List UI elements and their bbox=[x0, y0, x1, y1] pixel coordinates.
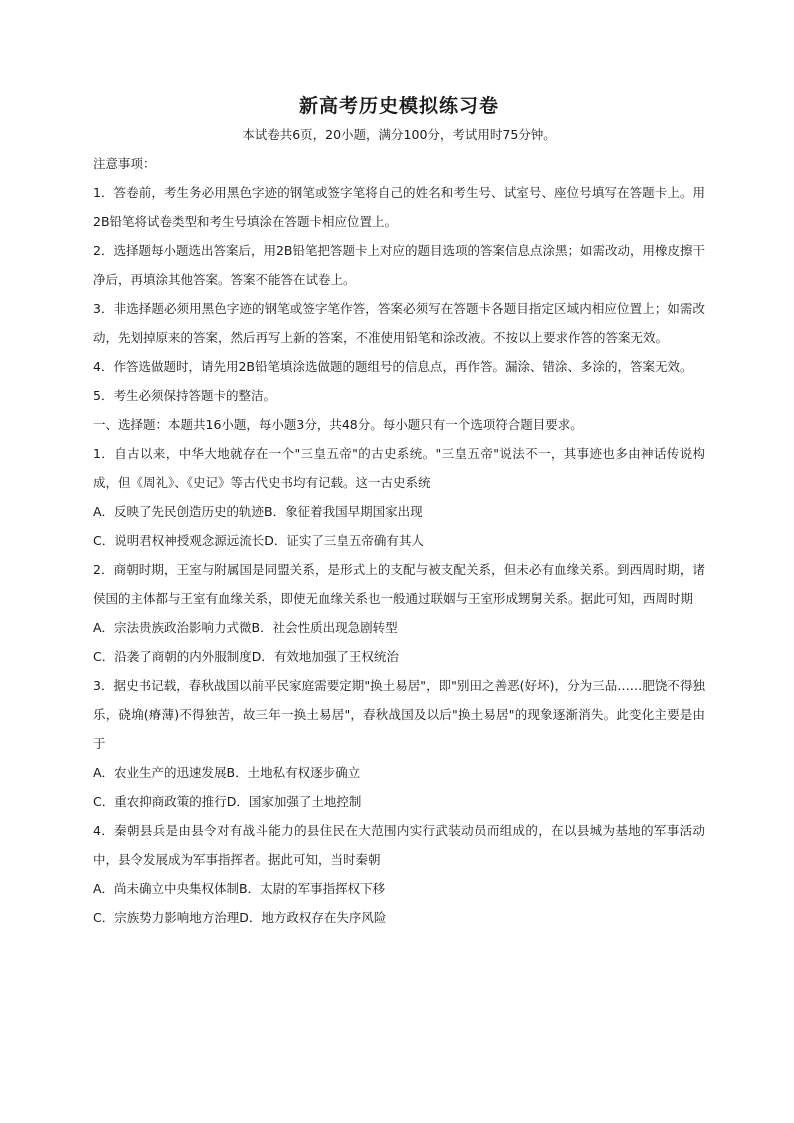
question-stem: 1．自古以来，中华大地就存在一个"三皇五帝"的古史系统。"三皇五帝"说法不一，其事迹也多由神话传说构成，但《周礼》、《史记》等古代史书均有记载。这一古史系统 bbox=[93, 446, 705, 490]
exam-title: 新高考历史模拟练习卷 bbox=[298, 95, 499, 117]
question-stem: 4．秦朝县兵是由县令对有战斗能力的县住民在大范围内实行武装动员而组成的，在以县城为基地的军事活动中，县令发展成为军事指挥者。据此可知，当时秦朝 bbox=[93, 823, 705, 867]
question-3 bbox=[93, 671, 705, 816]
question-stem: 2．商朝时期，王室与附属国是同盟关系，是形式上的支配与被支配关系，但未必有血缘关系。到西周时期，诸侯国的主体都与王室有血缘关系，即使无血缘关系也一般通过联姻与王室形成甥舅关系。据此可知，西周时期 bbox=[93, 562, 705, 606]
question-options-ab: A．尚未确立中央集权体制B．太尉的军事指挥权下移 bbox=[93, 881, 386, 896]
question-2 bbox=[93, 555, 705, 671]
question-options-ab: A．农业生产的迅速发展B．土地私有权逐步确立 bbox=[93, 765, 361, 780]
question-4 bbox=[93, 816, 705, 932]
section-heading: 一、选择题：本题共16小题，每小题3分，共48分。每小题只有一个选项符合题目要求。 bbox=[93, 417, 583, 432]
note-item-5: 5．考生必须保持答题卡的整洁。 bbox=[93, 388, 276, 403]
question-options-cd: C．说明君权神授观念源远流长D．证实了三皇五帝确有其人 bbox=[93, 533, 424, 548]
exam-page bbox=[93, 92, 705, 932]
question-options-ab: A．反映了先民创造历史的轨迹B．象征着我国早期国家出现 bbox=[93, 504, 423, 519]
question-1 bbox=[93, 439, 705, 555]
question-options-cd: C．沿袭了商朝的内外服制度D．有效地加强了王权统治 bbox=[93, 649, 399, 664]
note-item-4: 4．作答选做题时，请先用2B铅笔填涂选做题的题组号的信息点，再作答。漏涂、错涂、多涂的，答案无效。 bbox=[93, 359, 693, 374]
note-item-2: 2．选择题每小题选出答案后，用2B铅笔把答题卡上对应的题目选项的答案信息点涂黑；如需改动，用橡皮擦干净后，再填涂其他答案。答案不能答在试卷上。 bbox=[93, 243, 705, 287]
exam-subtitle: 本试卷共6页，20小题，满分100分，考试用时75分钟。 bbox=[242, 127, 556, 142]
question-options-ab: A．宗法贵族政治影响力式微B．社会性质出现急剧转型 bbox=[93, 620, 398, 635]
notes-block bbox=[93, 149, 705, 410]
notes-heading: 注意事项： bbox=[93, 156, 156, 171]
question-options-cd: C．重农抑商政策的推行D．国家加强了土地控制 bbox=[93, 794, 362, 809]
note-item-3: 3．非选择题必须用黑色字迹的钢笔或签字笔作答，答案必须写在答题卡各题目指定区域内相应位置上；如需改动，先划掉原来的答案，然后再写上新的答案，不准使用铅笔和涂改液。不按以上要求作答的答案无效。 bbox=[93, 301, 705, 345]
question-stem: 3．据史书记载，春秋战国以前平民家庭需要定期"换土易居"，即"别田之善恶(好坏)，分为三品……肥饶不得独乐，硗埆(瘠薄)不得独苦，故三年一换土易居"，春秋战国及以后"换土易居"的现象逐渐消失。此变化主要是由于 bbox=[93, 678, 705, 751]
note-item-1: 1．答卷前，考生务必用黑色字迹的钢笔或签字笔将自己的姓名和考生号、试室号、座位号填写在答题卡上。用2B铅笔将试卷类型和考生号填涂在答题卡相应位置上。 bbox=[93, 185, 705, 229]
question-options-cd: C．宗族势力影响地方治理D．地方政权存在失序风险 bbox=[93, 910, 387, 925]
